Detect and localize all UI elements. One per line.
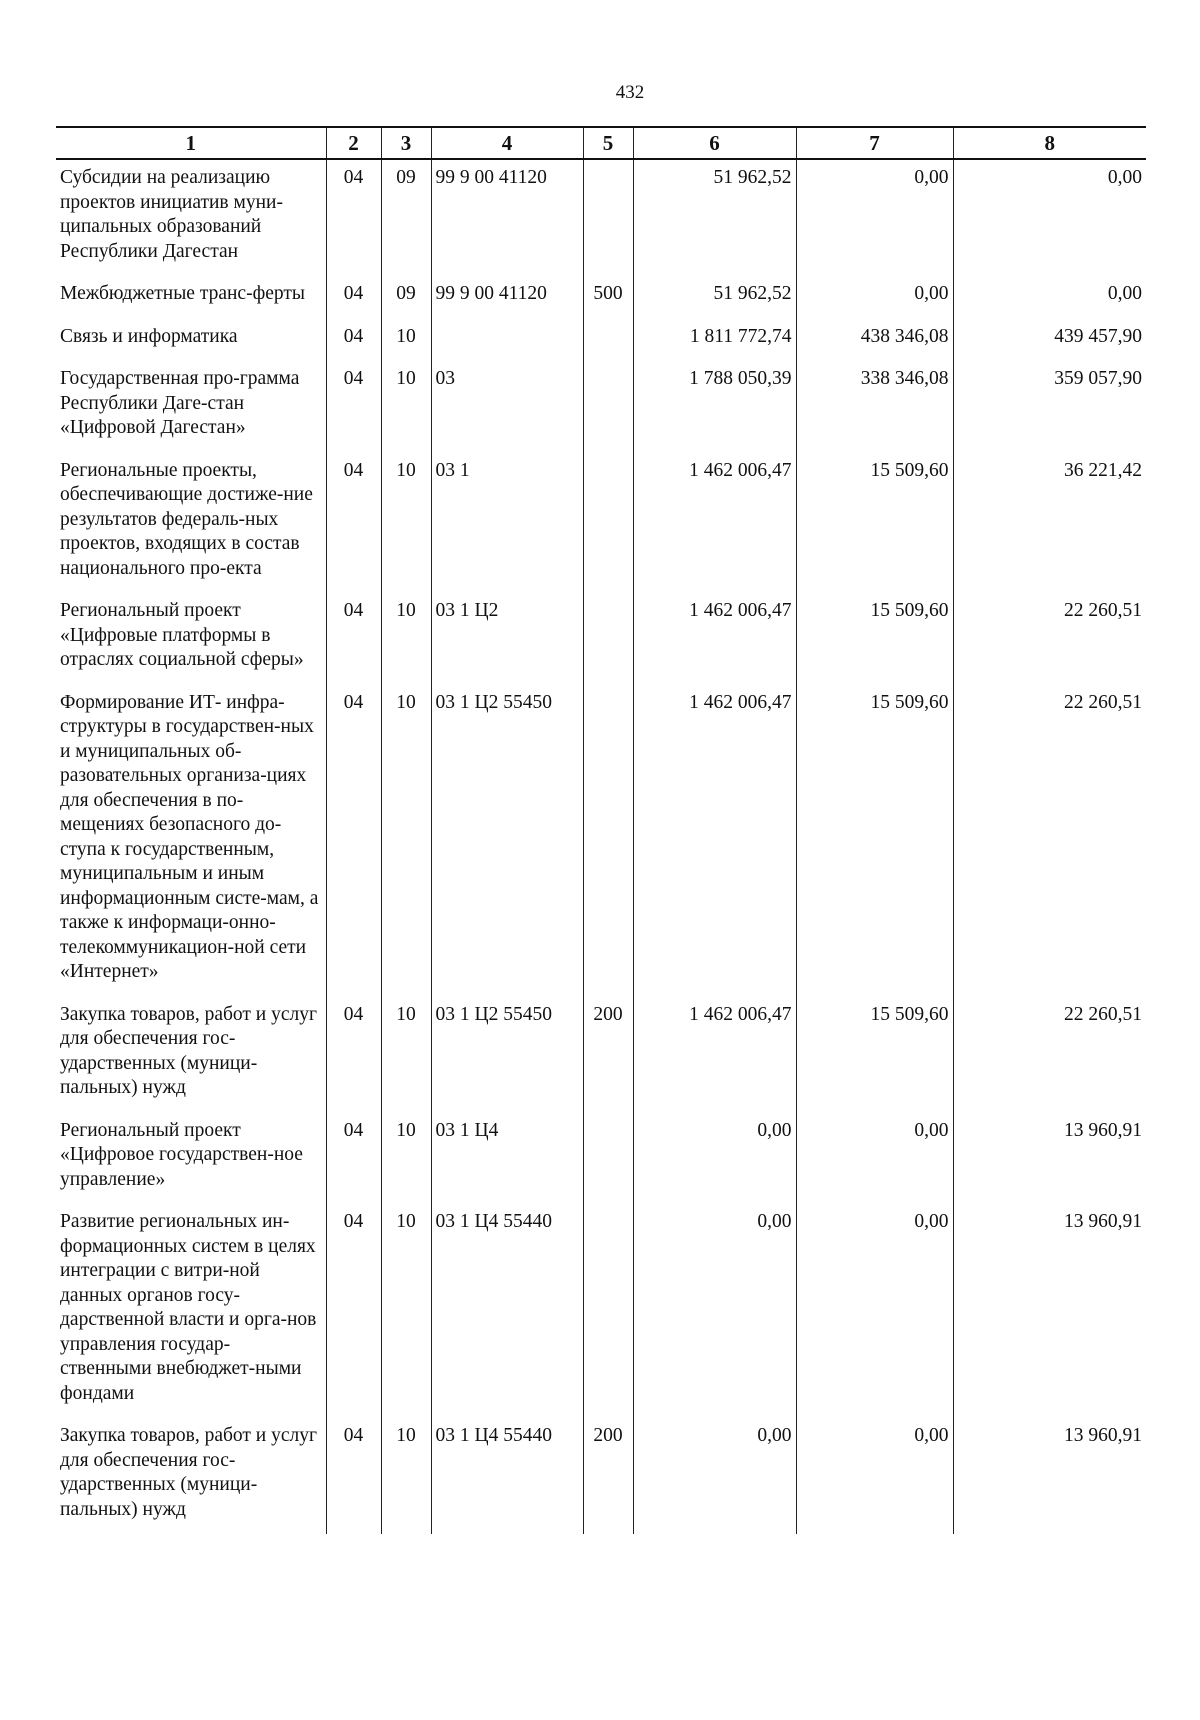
- subsection-code-cell: 10: [381, 685, 431, 997]
- table-row: [56, 159, 1146, 276]
- table-row: [56, 361, 1146, 453]
- amount-cell: 1 462 006,47: [633, 593, 796, 685]
- section-code-cell: 04: [326, 159, 381, 276]
- section-code-cell: 04: [326, 453, 381, 594]
- table-row: [56, 453, 1146, 594]
- column-header: 4: [431, 127, 583, 159]
- table-header: [56, 127, 1146, 159]
- section-code-cell: 04: [326, 319, 381, 362]
- section-code-cell: 04: [326, 1418, 381, 1534]
- amount-cell: 0,00: [796, 1113, 953, 1205]
- row-name-cell: Закупка товаров, работ и услуг для обеспечения гос-ударственных (муници-пальных) нужд: [56, 997, 326, 1113]
- amount-cell: 13 960,91: [953, 1418, 1146, 1534]
- amount-cell: 359 057,90: [953, 361, 1146, 453]
- subsection-code-cell: 09: [381, 159, 431, 276]
- subsection-code-cell: 10: [381, 361, 431, 453]
- table-row: [56, 1204, 1146, 1418]
- amount-cell: 22 260,51: [953, 997, 1146, 1113]
- expense-type-cell: [583, 159, 633, 276]
- target-article-cell: 03 1 Ц2: [431, 593, 583, 685]
- row-name-cell: Закупка товаров, работ и услуг для обеспечения гос-ударственных (муници-пальных) нужд: [56, 1418, 326, 1534]
- subsection-code-cell: 10: [381, 319, 431, 362]
- section-code-cell: 04: [326, 1204, 381, 1418]
- column-header: 2: [326, 127, 381, 159]
- expense-type-cell: [583, 1113, 633, 1205]
- table-row: [56, 319, 1146, 362]
- budget-table-container: [56, 126, 1146, 1534]
- amount-cell: 13 960,91: [953, 1204, 1146, 1418]
- amount-cell: 0,00: [633, 1204, 796, 1418]
- amount-cell: 1 462 006,47: [633, 997, 796, 1113]
- target-article-cell: 03 1: [431, 453, 583, 594]
- subsection-code-cell: 10: [381, 1113, 431, 1205]
- target-article-cell: [431, 319, 583, 362]
- amount-cell: 51 962,52: [633, 276, 796, 319]
- target-article-cell: 03 1 Ц2 55450: [431, 997, 583, 1113]
- row-name-cell: Развитие региональных ин-формационных систем в целях интеграции с витри-ной данных органов госу-дарственной власти и орга-нов управления государ-ственными внебюджет-ными фондами: [56, 1204, 326, 1418]
- table-row: [56, 1418, 1146, 1534]
- expense-type-cell: [583, 593, 633, 685]
- subsection-code-cell: 10: [381, 997, 431, 1113]
- table-row: [56, 997, 1146, 1113]
- amount-cell: 22 260,51: [953, 685, 1146, 997]
- amount-cell: 15 509,60: [796, 997, 953, 1113]
- subsection-code-cell: 10: [381, 1204, 431, 1418]
- subsection-code-cell: 10: [381, 453, 431, 594]
- column-header: 1: [56, 127, 326, 159]
- amount-cell: 1 462 006,47: [633, 453, 796, 594]
- row-name-cell: Региональный проект «Цифровые платформы в отраслях социальной сферы»: [56, 593, 326, 685]
- row-name-cell: Региональный проект «Цифровое государствен-ное управление»: [56, 1113, 326, 1205]
- amount-cell: 0,00: [953, 276, 1146, 319]
- amount-cell: 439 457,90: [953, 319, 1146, 362]
- subsection-code-cell: 10: [381, 1418, 431, 1534]
- expense-type-cell: 200: [583, 997, 633, 1113]
- amount-cell: 0,00: [796, 276, 953, 319]
- column-header: 7: [796, 127, 953, 159]
- section-code-cell: 04: [326, 1113, 381, 1205]
- expense-type-cell: [583, 685, 633, 997]
- subsection-code-cell: 09: [381, 276, 431, 319]
- amount-cell: 338 346,08: [796, 361, 953, 453]
- amount-cell: 0,00: [633, 1113, 796, 1205]
- column-header: 5: [583, 127, 633, 159]
- amount-cell: 15 509,60: [796, 593, 953, 685]
- target-article-cell: 03 1 Ц2 55450: [431, 685, 583, 997]
- section-code-cell: 04: [326, 593, 381, 685]
- target-article-cell: 03 1 Ц4 55440: [431, 1204, 583, 1418]
- section-code-cell: 04: [326, 997, 381, 1113]
- expense-type-cell: [583, 453, 633, 594]
- amount-cell: 1 462 006,47: [633, 685, 796, 997]
- table-row: [56, 276, 1146, 319]
- expense-type-cell: [583, 319, 633, 362]
- amount-cell: 0,00: [796, 1418, 953, 1534]
- expense-type-cell: [583, 361, 633, 453]
- row-name-cell: Государственная про-грамма Республики Даге-стан «Цифровой Дагестан»: [56, 361, 326, 453]
- budget-table: [56, 126, 1146, 1534]
- row-name-cell: Субсидии на реализацию проектов инициатив муни-ципальных образований Республики Дагестан: [56, 159, 326, 276]
- table-row: [56, 685, 1146, 997]
- section-code-cell: 04: [326, 685, 381, 997]
- row-name-cell: Связь и информатика: [56, 319, 326, 362]
- amount-cell: 36 221,42: [953, 453, 1146, 594]
- target-article-cell: 03 1 Ц4: [431, 1113, 583, 1205]
- amount-cell: 1 788 050,39: [633, 361, 796, 453]
- section-code-cell: 04: [326, 276, 381, 319]
- target-article-cell: 99 9 00 41120: [431, 159, 583, 276]
- header-row: [56, 127, 1146, 159]
- table-row: [56, 593, 1146, 685]
- amount-cell: 0,00: [633, 1418, 796, 1534]
- amount-cell: 22 260,51: [953, 593, 1146, 685]
- target-article-cell: 03: [431, 361, 583, 453]
- amount-cell: 0,00: [796, 159, 953, 276]
- column-header: 8: [953, 127, 1146, 159]
- target-article-cell: 03 1 Ц4 55440: [431, 1418, 583, 1534]
- row-name-cell: Формирование ИТ- инфра-структуры в государствен-ных и муниципальных об-разовательных организа-циях для обеспечения в по-мещениях безопасного до-ступа к государственным, муниципальным и иным информационным систе-мам, а также к информаци-онно-телекоммуникацион-ной сети «Интернет»: [56, 685, 326, 997]
- amount-cell: 15 509,60: [796, 685, 953, 997]
- amount-cell: 51 962,52: [633, 159, 796, 276]
- expense-type-cell: 200: [583, 1418, 633, 1534]
- row-name-cell: Межбюджетные транс-ферты: [56, 276, 326, 319]
- column-header: 3: [381, 127, 431, 159]
- target-article-cell: 99 9 00 41120: [431, 276, 583, 319]
- amount-cell: 0,00: [953, 159, 1146, 276]
- expense-type-cell: 500: [583, 276, 633, 319]
- table-body: [56, 159, 1146, 1534]
- subsection-code-cell: 10: [381, 593, 431, 685]
- row-name-cell: Региональные проекты, обеспечивающие достиже-ние результатов федераль-ных проектов, входящих в состав национального про-екта: [56, 453, 326, 594]
- amount-cell: 438 346,08: [796, 319, 953, 362]
- section-code-cell: 04: [326, 361, 381, 453]
- expense-type-cell: [583, 1204, 633, 1418]
- column-header: 6: [633, 127, 796, 159]
- amount-cell: 13 960,91: [953, 1113, 1146, 1205]
- page-number: 432: [615, 82, 645, 103]
- amount-cell: 0,00: [796, 1204, 953, 1418]
- table-row: [56, 1113, 1146, 1205]
- amount-cell: 1 811 772,74: [633, 319, 796, 362]
- amount-cell: 15 509,60: [796, 453, 953, 594]
